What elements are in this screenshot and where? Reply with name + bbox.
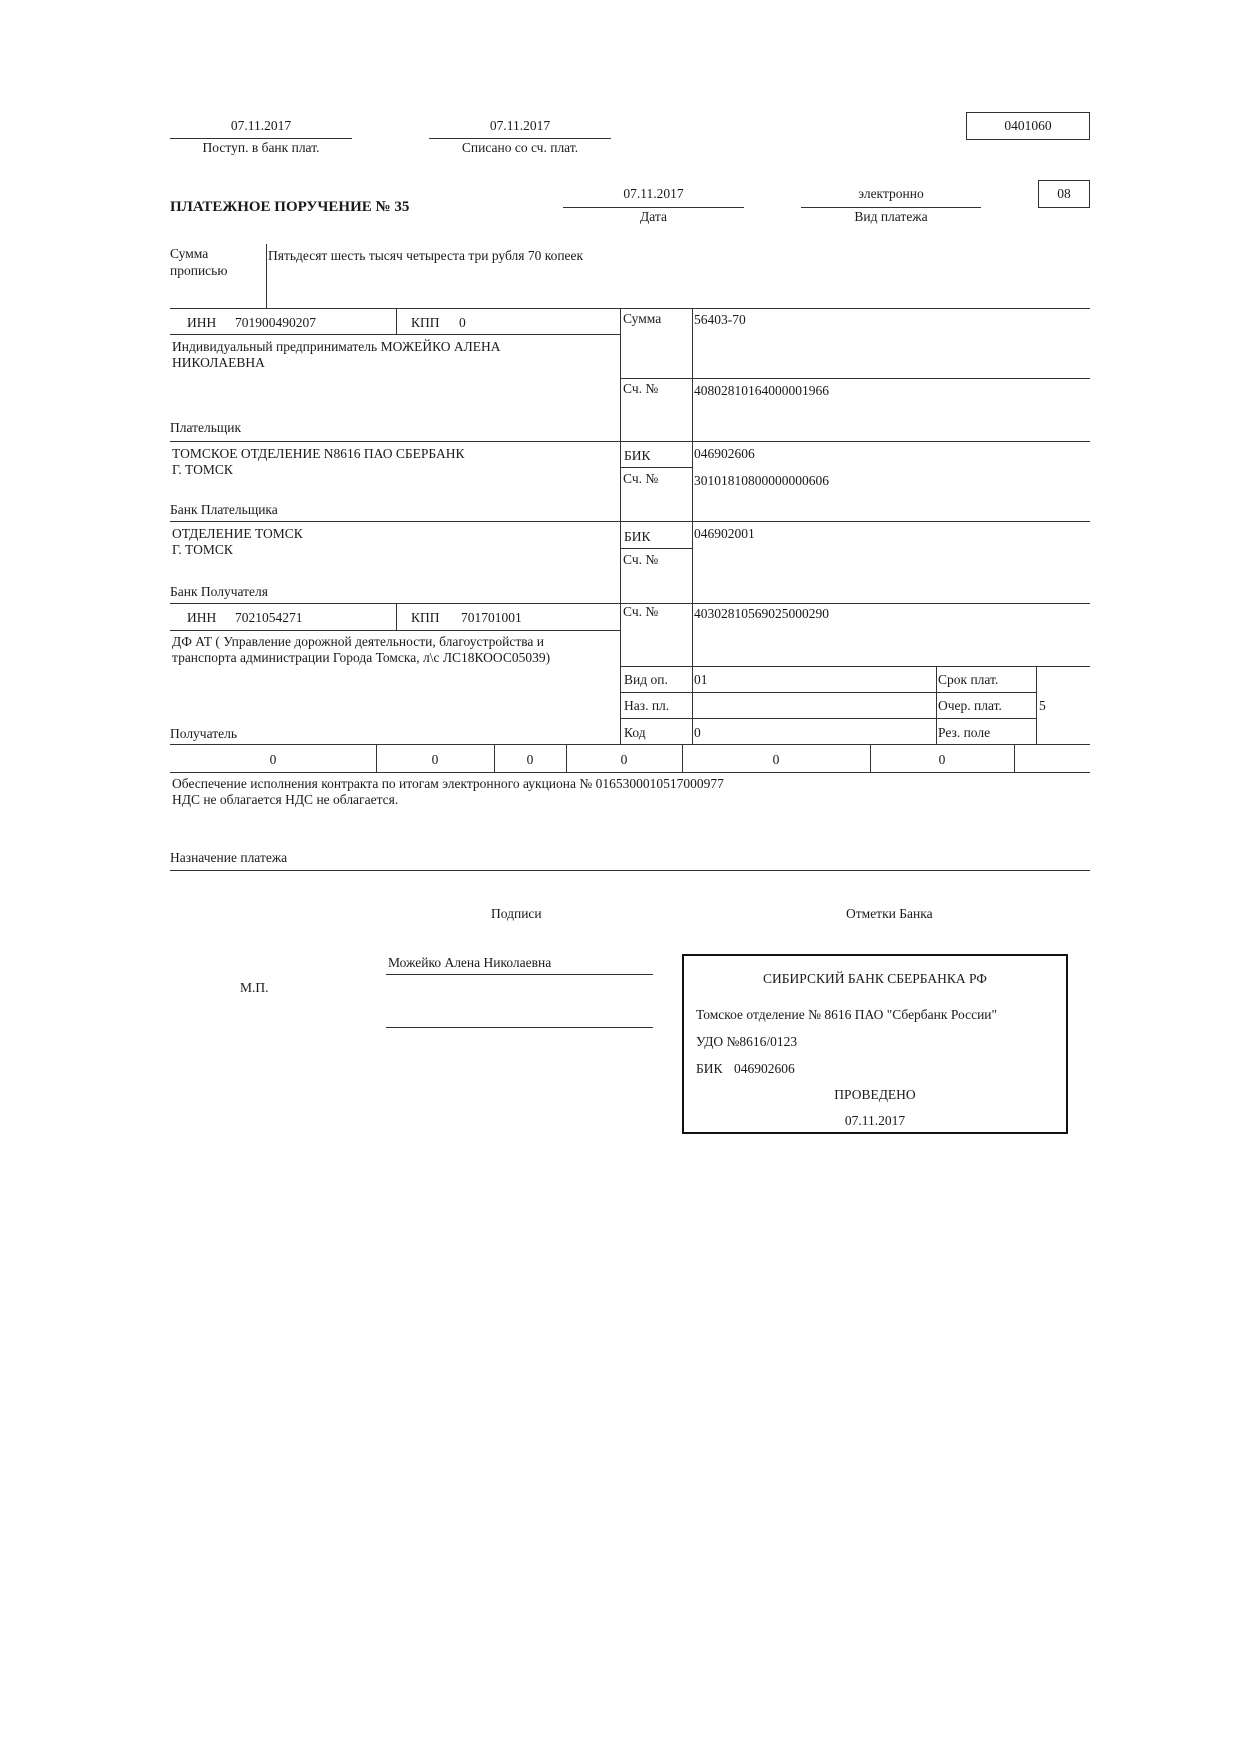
payee-bank-bik-label: БИК [624,529,651,544]
payer-bank-label: Банк Плательщика [170,502,278,517]
signer-name: Можейко Алена Николаевна [388,955,552,970]
divider [266,244,267,308]
payer-bank-bik-label: БИК [624,448,651,463]
divider [170,138,352,139]
operation-type: 01 [694,672,708,687]
amount-value: 56403-70 [694,312,746,327]
payee-kpp-label: КПП [411,610,440,625]
payee-name-line2: транспорта администрации Города Томска, л\с ЛС18КООС05039) [172,650,551,665]
order-date: 07.11.2017 [623,186,684,201]
due-date-label: Срок плат. [938,672,999,687]
divider [620,718,1036,719]
payment-type-label: Вид платежа [854,209,928,224]
payer-kpp: 0 [459,315,466,330]
payee-bank-name-line2: Г. ТОМСК [172,542,233,557]
divider [620,378,692,379]
signature-line [386,974,653,975]
divider [396,308,397,334]
bank-marks-label: Отметки Банка [846,906,933,921]
status-code: 08 [1057,186,1071,201]
tax-field: 0 [772,752,780,767]
divider [1014,744,1015,772]
payer-account: 40802810164000001966 [694,383,829,398]
purpose-line2: НДС не облагается НДС не облагается. [172,792,399,807]
payer-name-line2: НИКОЛАЕВНА [172,355,265,370]
purpose-label: Назначение платежа [170,850,288,865]
payer-bank-name-line2: Г. ТОМСК [172,462,233,477]
received-date-label: Поступ. в банк плат. [202,140,320,155]
tax-field: 0 [526,752,534,767]
divider [692,378,1090,379]
divider [936,666,937,744]
amount-label: Сумма [623,311,662,326]
stamp-bik-label: БИК [696,1061,723,1076]
divider [170,772,1090,773]
code-value: 0 [694,725,701,740]
tax-field: 0 [620,752,628,767]
amount-words-label: Сумма [170,246,209,261]
operation-type-label: Вид оп. [624,672,668,687]
payer-bank-name-line1: ТОМСКОЕ ОТДЕЛЕНИЕ N8616 ПАО СБЕРБАНК [172,446,465,461]
stamp-date: 07.11.2017 [844,1113,906,1128]
stamp-branch: Томское отделение № 8616 ПАО "Сбербанк России" [696,1007,998,1022]
payer-kpp-label: КПП [411,315,440,330]
stamp-bank-name: СИБИРСКИЙ БАНК СБЕРБАНКА РФ [763,971,987,986]
payer-label: Плательщик [170,420,242,435]
divider [170,308,1090,309]
stamp-place-label: М.П. [240,980,269,995]
priority-label: Очер. плат. [938,698,1002,713]
debited-date-label: Списано со сч. плат. [461,140,579,155]
divider [620,548,692,549]
signatures-label: Подписи [491,906,542,921]
payment-type: электронно [858,186,924,201]
payer-bank-account: 30101810800000000606 [694,473,829,488]
stamp-status: ПРОВЕДЕНО [834,1087,916,1102]
stamp-office: УДО №8616/0123 [696,1034,798,1049]
received-date: 07.11.2017 [230,118,292,133]
divider [170,870,1090,871]
divider [620,666,1090,667]
divider [692,308,693,744]
divider [801,207,981,208]
stamp-bik: 046902606 [734,1061,795,1076]
payer-account-label: Сч. № [623,381,659,396]
divider [563,207,744,208]
purpose-line1: Обеспечение исполнения контракта по итогам электронного аукциона № 0165300010517000977 [172,776,724,791]
payee-inn: 7021054271 [235,610,303,625]
divider [429,138,611,139]
divider [170,441,1090,442]
payee-inn-label: ИНН [187,610,217,625]
form-code: 0401060 [1004,118,1052,133]
payee-bank-bik: 046902001 [694,526,755,541]
payer-name-line1: Индивидуальный предприниматель МОЖЕЙКО АЛЕНА [172,339,501,354]
tax-field: 0 [938,752,946,767]
reserve-label: Рез. поле [938,725,991,740]
page-title: ПЛАТЕЖНОЕ ПОРУЧЕНИЕ № 35 [170,199,410,215]
payer-bank-account-label: Сч. № [623,471,659,486]
payer-inn-label: ИНН [187,315,217,330]
amount-words-label-2: прописью [170,263,228,278]
payee-name-line1: ДФ АТ ( Управление дорожной деятельности, благоустройства и [172,634,545,649]
tax-field: 0 [269,752,277,767]
divider [170,521,1090,522]
payer-inn: 701900490207 [235,315,316,330]
payee-kpp: 701701001 [461,610,522,625]
divider [396,603,397,630]
divider [620,467,692,468]
debited-date: 07.11.2017 [489,118,551,133]
divider [1036,666,1037,744]
divider [170,630,620,631]
code-label: Код [624,725,646,740]
divider [170,334,620,335]
payee-account-label: Сч. № [623,604,659,619]
divider [620,692,1036,693]
divider [620,308,621,744]
order-date-label: Дата [640,209,667,224]
payee-label: Получатель [170,726,238,741]
payee-account: 40302810569025000290 [694,606,829,621]
payee-bank-name-line1: ОТДЕЛЕНИЕ ТОМСК [172,526,303,541]
payer-bank-bik: 046902606 [694,446,755,461]
priority-value: 5 [1039,698,1046,713]
payee-bank-account-label: Сч. № [623,552,659,567]
tax-field: 0 [431,752,439,767]
purpose-code-label: Наз. пл. [624,698,670,713]
payee-bank-label: Банк Получателя [170,584,268,599]
amount-words: Пятьдесят шесть тысяч четыреста три рубля 70 копеек [268,248,584,263]
divider [170,744,1090,745]
signature-line [386,1027,653,1028]
